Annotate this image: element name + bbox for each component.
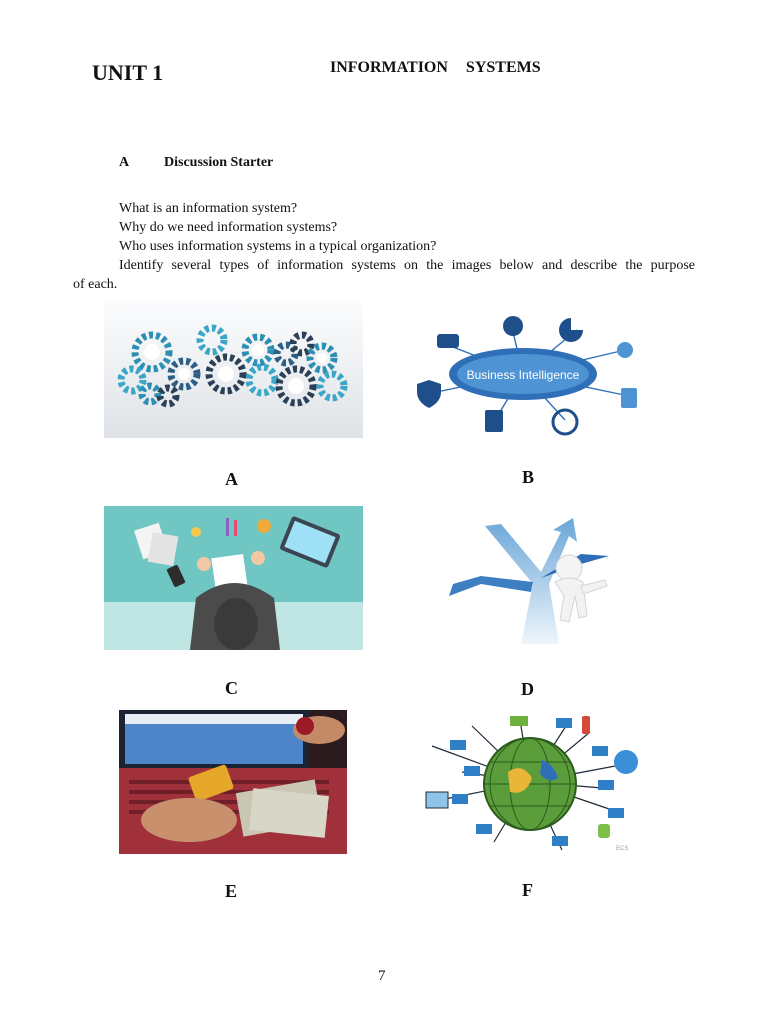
image-c-desk-work xyxy=(104,506,363,650)
question-1: What is an information system? xyxy=(119,201,298,216)
global-network-illustration xyxy=(412,712,642,856)
page-number: 7 xyxy=(378,968,386,984)
section-letter: A xyxy=(119,155,130,170)
chapter-title: INFORMATION SYSTEMS xyxy=(330,59,541,76)
card-payment-photo xyxy=(119,710,347,854)
gears-illustration xyxy=(104,302,363,438)
image-d-label: D xyxy=(521,679,534,699)
business-intelligence-caption: Business Intelligence xyxy=(466,368,580,382)
image-f-global-network xyxy=(412,712,642,856)
image-b-business-intelligence xyxy=(389,302,658,440)
unit-title: UNIT 1 xyxy=(92,60,164,85)
image-e-card-payment xyxy=(119,710,347,854)
image-e-label: E xyxy=(225,881,238,901)
image-f-label: F xyxy=(522,880,533,900)
question-2: Why do we need information systems? xyxy=(119,220,338,235)
section-title: Discussion Starter xyxy=(164,155,274,170)
question-3: Who uses information systems in a typical organization? xyxy=(119,239,437,254)
network-watermark: ECS xyxy=(616,846,629,852)
desk-work-illustration xyxy=(104,506,363,650)
image-a-gears xyxy=(104,302,363,438)
crossroads-decision-illustration xyxy=(441,514,621,644)
image-d-crossroads xyxy=(441,514,621,644)
question-4: Identify several types of information systems on the images below and describe the purpose xyxy=(119,258,695,273)
image-c-label: C xyxy=(225,678,238,698)
question-4-continued: of each. xyxy=(73,277,118,292)
image-a-label: A xyxy=(225,469,238,489)
image-b-label: B xyxy=(522,467,535,487)
business-intelligence-illustration xyxy=(389,302,658,440)
